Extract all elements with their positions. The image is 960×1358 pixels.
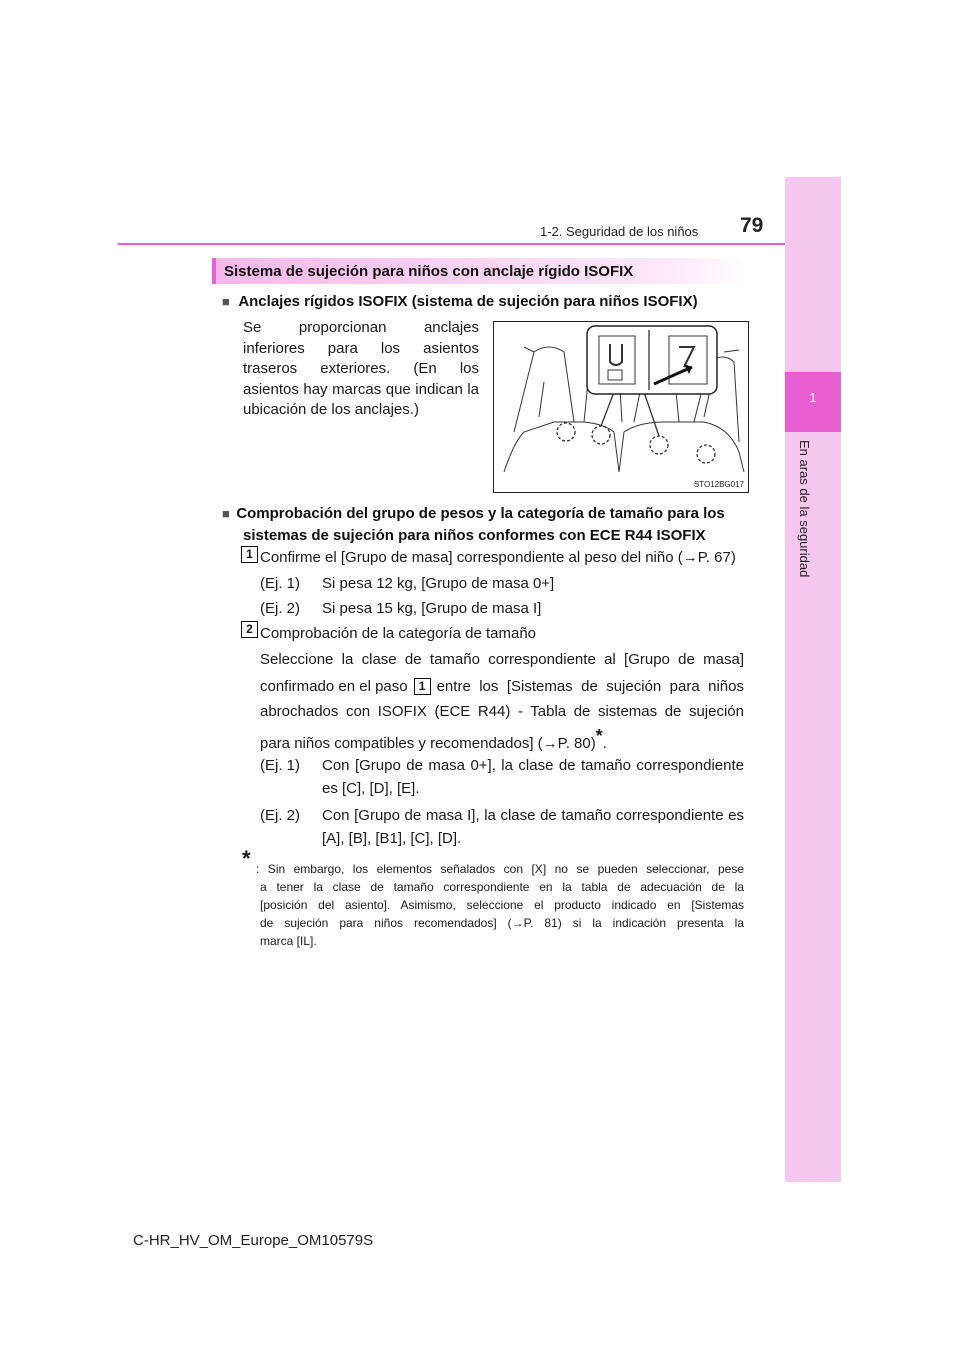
square-bullet-icon: ■ xyxy=(222,294,230,309)
illustration-code: STO12BG017 xyxy=(693,480,744,489)
footnote-text xyxy=(256,860,744,950)
section1-heading-row xyxy=(222,293,698,311)
section2-heading-line2: sistemas de sujeción para niños conformes con ECE R44 ISOFIX xyxy=(243,527,706,544)
example-text: es [C], [D], [E]. xyxy=(322,780,420,797)
chapter-number: 1 xyxy=(809,390,817,405)
side-tab xyxy=(785,177,841,1182)
footnote-line: [posición del asiento]. Asimismo, seleccione el producto indicado en [Sistemas xyxy=(260,898,744,912)
example-text: Si pesa 12 kg, [Grupo de masa 0+] xyxy=(322,575,555,592)
example-label: (Ej. 1) xyxy=(260,575,301,592)
example-text: Con [Grupo de masa I], la clase de tamaño correspondiente es xyxy=(322,807,744,824)
section1-paragraph xyxy=(243,318,479,421)
document-code: C-HR_HV_OM_Europe_OM10579S xyxy=(133,1232,374,1249)
step2-paragraph-line: abrochados con ISOFIX (ECE R44) - Tabla de sistemas de sujeción xyxy=(260,703,744,720)
step2-text-fragment: confirmado en el paso xyxy=(260,678,408,695)
step1-text: Confirme el [Grupo de masa] correspondiente al peso del niño (→P. 67) xyxy=(260,549,736,566)
step-number-badge: 1 xyxy=(241,546,258,563)
rear-seat-drawing xyxy=(494,322,748,492)
step-reference-badge: 1 xyxy=(414,678,431,695)
step2-paragraph-line: Seleccione la clase de tamaño correspondiente al [Grupo de masa] xyxy=(260,651,744,668)
paragraph-line: inferiores para los asientos xyxy=(243,339,479,357)
footnote-star: * xyxy=(242,846,251,871)
paragraph-line: traseros exteriores. (En los xyxy=(243,360,479,377)
square-bullet-icon: ■ xyxy=(222,506,230,521)
footnote-star-ref: * xyxy=(595,726,603,746)
footnote-line: marca [IL]. xyxy=(260,934,317,948)
section-banner-title: Sistema de sujeción para niños con anclaje rígido ISOFIX xyxy=(224,263,634,280)
section1-heading: Anclajes rígidos ISOFIX (sistema de sujeción para niños ISOFIX) xyxy=(238,293,698,310)
paragraph-line: ubicación de los anclajes.) xyxy=(243,401,419,418)
example-text: Si pesa 15 kg, [Grupo de masa I] xyxy=(322,600,542,617)
page-number: 79 xyxy=(740,214,764,237)
section2-heading-block xyxy=(222,503,749,547)
example-label: (Ej. 2) xyxy=(260,600,301,617)
step2-paragraph-line xyxy=(260,676,744,697)
example-text: Con [Grupo de masa 0+], la clase de tamaño correspondiente xyxy=(322,757,744,774)
step2-text-fragment: entre los [Sistemas de sujeción para niños xyxy=(436,678,744,695)
section2-heading-line1: Comprobación del grupo de pesos y la categoría de tamaño para los xyxy=(236,505,725,522)
isofix-anchor-illustration xyxy=(493,321,749,493)
header-rule xyxy=(118,243,785,245)
chapter-title: En aras de la seguridad xyxy=(797,440,812,578)
step2-text-fragment: . xyxy=(602,735,607,752)
step-number-badge: 2 xyxy=(241,621,258,638)
footnote-line: : Sin embargo, los elementos señalados con [X] no se pueden seleccionar, pese xyxy=(256,862,744,876)
example-text: [A], [B], [B1], [C], [D]. xyxy=(322,830,462,847)
paragraph-line: asientos hay marcas que indican la xyxy=(243,380,479,398)
example-label: (Ej. 1) xyxy=(260,757,301,774)
footnote-line: a tener la clase de tamaño correspondiente en la tabla de adecuación de la xyxy=(260,880,744,894)
section2-heading-row xyxy=(222,503,749,525)
step2-paragraph-line xyxy=(260,726,607,754)
footnote-line: de sujeción para niños recomendados] (→P. 81) si la indicación presenta la xyxy=(260,916,744,930)
example-label: (Ej. 2) xyxy=(260,807,301,824)
header-section-title: 1-2. Seguridad de los niños xyxy=(540,224,699,239)
step2-text-fragment: para niños compatibles y recomendados] (→P. 80) xyxy=(260,735,596,752)
paragraph-line: Se proporcionan anclajes xyxy=(243,319,479,336)
step2-text: Comprobación de la categoría de tamaño xyxy=(260,625,537,642)
